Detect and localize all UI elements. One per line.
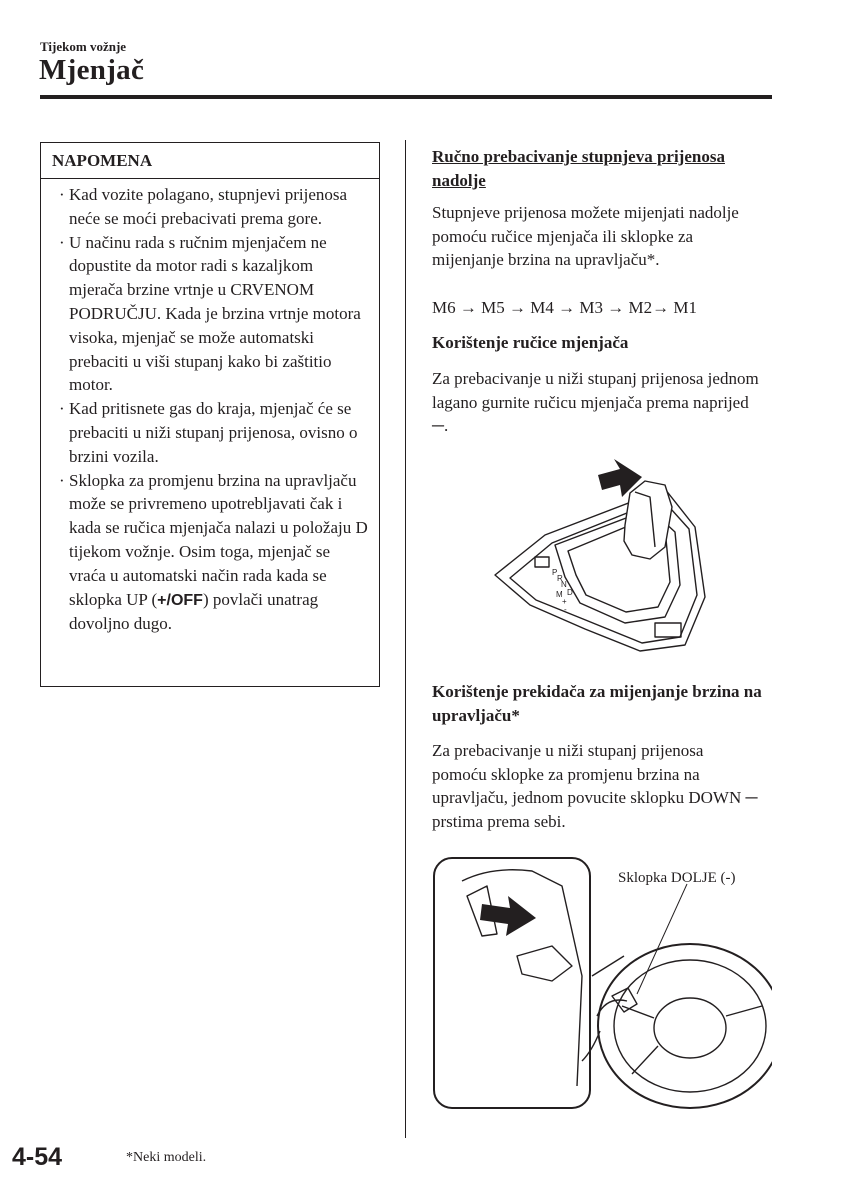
note-list bbox=[41, 179, 379, 636]
bullet: · bbox=[59, 232, 65, 252]
steering-wheel-illustration bbox=[432, 856, 772, 1112]
steering-wheel-hub bbox=[654, 998, 726, 1058]
paddle-callout-label: Sklopka DOLJE (-) bbox=[618, 870, 736, 886]
console-outline bbox=[495, 489, 705, 651]
wheel-detail-outline bbox=[462, 870, 582, 1086]
heading-manual-downshift: Ručno prebacivanje stupnjeva prijenosa nadolje bbox=[432, 147, 725, 190]
gate-label-n: N bbox=[561, 580, 567, 589]
note-item-text: Kad vozite polagano, stupnjevi prijenosa neće se moći prebacivati prema gore. bbox=[69, 185, 348, 228]
section-label: Tijekom vožnje bbox=[40, 39, 127, 54]
gate-indicator-window bbox=[535, 557, 549, 567]
footnote: *Neki modeli. bbox=[126, 1150, 207, 1165]
note-item-text: Sklopka za promjenu brzina na upravljaču može se privremeno upotrebljavati čak i kada se ručica mjenjača nalazi u položaju D tijekom vožnje. Osim toga, mjenjač se vraća u automatski način rada kada se sklopka UP ( bbox=[69, 470, 368, 609]
heading-lever: Korištenje ručice mjenjača bbox=[432, 333, 629, 352]
steering-wheel-rim-inner bbox=[614, 960, 766, 1092]
gate-label-p: P bbox=[552, 568, 558, 577]
page-number: 4-54 bbox=[12, 1143, 63, 1171]
gear-sequence: M6 → M5 → M4 → M3 → M2→ M1 bbox=[432, 298, 697, 317]
note-item-tail: ) povlači unatrag dovoljno dugo. bbox=[69, 589, 319, 634]
label-leader-line bbox=[637, 884, 687, 994]
gate-label-minus: - bbox=[564, 605, 567, 614]
paragraph-downshift-intro: Stupnjeve prijenosa možete mijenjati nadolje pomoću ručice mjenjača ili sklopke za mijenjanje brzina na upravljaču*. bbox=[432, 203, 739, 269]
pull-arrow-icon bbox=[480, 896, 536, 936]
up-off-key-label: +/OFF bbox=[157, 591, 203, 609]
steering-wheel-spokes bbox=[622, 1006, 762, 1074]
note-item-text: Kad pritisnete gas do kraja, mjenjač će se prebaciti u niži stupanj prijenosa, ovisno o brzini vozila. bbox=[69, 399, 358, 466]
note-item-text: U načinu rada s ručnim mjenjačem ne dopustite da motor radi s kazaljkom mjerača brzine vrtnje u CRVENOM PODRUČJU. Kada je brzina vrtnje motora visoka, mjenjač se može automatski prebaciti u viši stupanj kako bi zaštitio motor. bbox=[69, 232, 361, 395]
paddle-lower bbox=[517, 946, 572, 981]
heading-paddle: Korištenje prekidača za mijenjanje brzina na upravljaču* bbox=[432, 682, 762, 725]
shift-knob bbox=[624, 481, 672, 559]
shift-lever-illustration bbox=[490, 457, 718, 653]
gate-label-d: D bbox=[567, 588, 573, 597]
gate-label-r: R bbox=[557, 574, 563, 583]
console-switch bbox=[655, 623, 681, 637]
header-rule bbox=[40, 95, 772, 99]
steering-wheel-rim bbox=[598, 944, 772, 1108]
bullet: · bbox=[59, 185, 65, 204]
gate-label-m: M bbox=[556, 590, 563, 599]
bullet: · bbox=[59, 399, 65, 419]
note-item bbox=[59, 469, 371, 637]
note-item bbox=[59, 183, 371, 231]
note-item bbox=[59, 397, 371, 468]
paragraph-lever: Za prebacivanje u niži stupanj prijenosa jednom lagano gurnite ručicu mjenjača prema naprijed ─. bbox=[432, 369, 759, 435]
note-item bbox=[59, 231, 371, 398]
detail-inset-frame bbox=[434, 858, 590, 1108]
column-divider bbox=[405, 140, 406, 1138]
page-title: Mjenjač bbox=[39, 54, 145, 86]
bullet: · bbox=[59, 470, 65, 490]
gate-label-plus: + bbox=[562, 597, 567, 606]
paragraph-paddle: Za prebacivanje u niži stupanj prijenosa pomoću sklopke za promjenu brzina na upravljaču, jednom povucite sklopku DOWN ─ prstima prema sebi. bbox=[432, 741, 758, 831]
note-box bbox=[40, 142, 380, 687]
note-heading: NAPOMENA bbox=[41, 143, 379, 179]
